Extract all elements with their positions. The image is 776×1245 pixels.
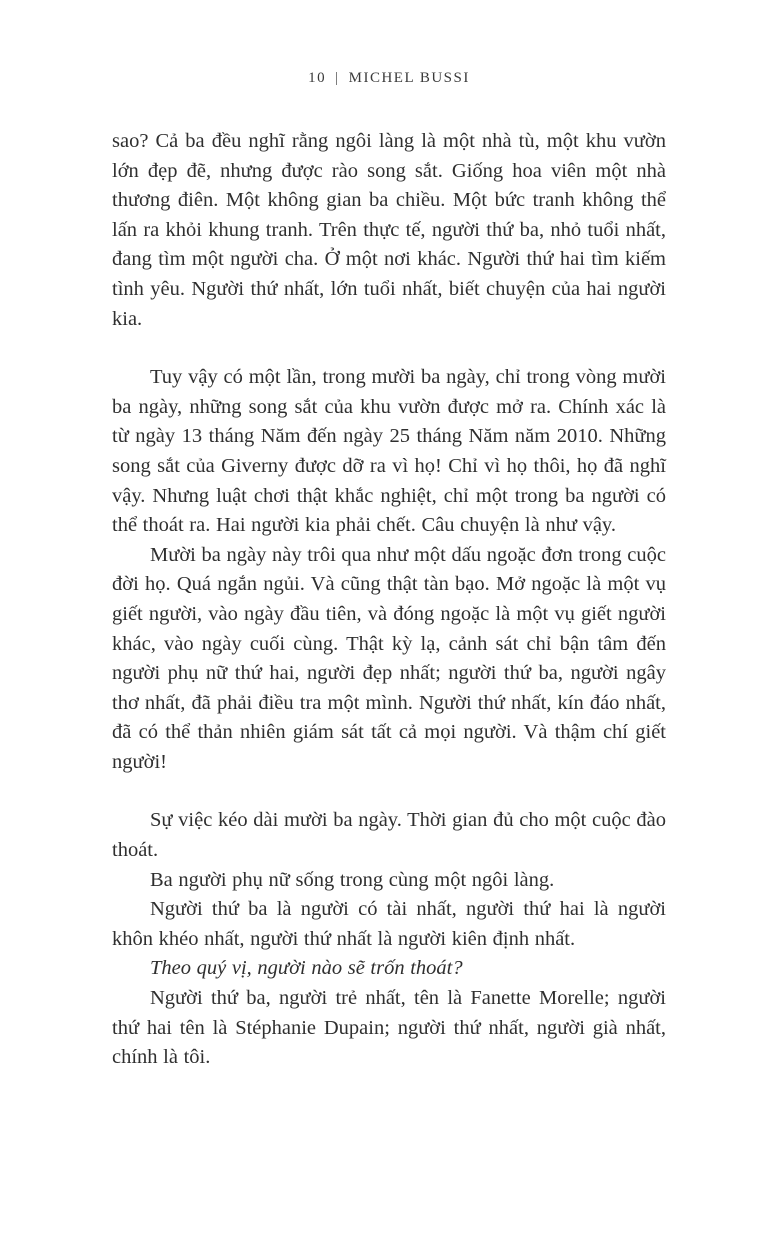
body-paragraph: Tuy vậy có một lần, trong mười ba ngày, chỉ trong vòng mười ba ngày, những song sắt của khu vườn được mở ra. Chính xác là từ ngày 13 tháng Năm đến ngày 25 tháng Năm năm 2010. Những song sắt của Giverny được dỡ ra vì họ! Chỉ vì họ thôi, họ đã nghĩ vậy. Nhưng luật chơi thật khắc nghiệt, chỉ một trong ba người có thể thoát ra. Hai người kia phải chết. Câu chuyện là như vậy. [112,366,666,537]
author-name: MICHEL BUSSI [348,70,470,86]
body-paragraph: Sự việc kéo dài mười ba ngày. Thời gian đủ cho một cuộc đào thoát. [112,809,666,862]
body-paragraph: Ba người phụ nữ sống trong cùng một ngôi làng. [150,868,555,891]
page-header [112,70,666,87]
body-paragraph: Người thứ ba, người trẻ nhất, tên là Fanette Morelle; người thứ hai tên là Stéphanie Dupain; người thứ nhất, người già nhất, chính là tôi. [112,987,666,1069]
body-paragraph: Người thứ ba là người có tài nhất, người thứ hai là người khôn khéo nhất, người thứ nhất là người kiên định nhất. [112,898,666,950]
body-paragraph: Mười ba ngày này trôi qua như một dấu ngoặc đơn trong cuộc đời họ. Quá ngắn ngủi. Và cũng thật tàn bạo. Mở ngoặc là một vụ giết người, vào ngày đầu tiên, và đóng ngoặc là một vụ giết người khác, vào ngày cuối cùng. Thật kỳ lạ, cảnh sát chỉ bận tâm đến người phụ nữ thứ hai, người đẹp nhất; người thứ ba, người ngây thơ nhất, đã phải điều tra một mình. Người thứ nhất, kín đáo nhất, đã có thể thản nhiên giám sát tất cả mọi người. Và thậm chí giết người! [112,543,666,773]
header-separator: | [335,70,340,86]
body-paragraph-question: Theo quý vị, người nào sẽ trốn thoát? [150,957,463,980]
page-number: 10 [308,70,327,86]
page-body [112,127,666,1073]
body-paragraph: sao? Cả ba đều nghĩ rằng ngôi làng là một nhà tù, một khu vườn lớn đẹp đẽ, nhưng được rào song sắt. Giống hoa viên một nhà thương điên. Một không gian ba chiều. Một bức tranh không thể lấn ra khỏi khung tranh. Trên thực tế, người thứ ba, nhỏ tuổi nhất, đang tìm một người cha. Ở một nơi khác. Người thứ hai tìm kiếm tình yêu. Người thứ nhất, lớn tuổi nhất, biết chuyện của hai người kia. [112,130,666,330]
